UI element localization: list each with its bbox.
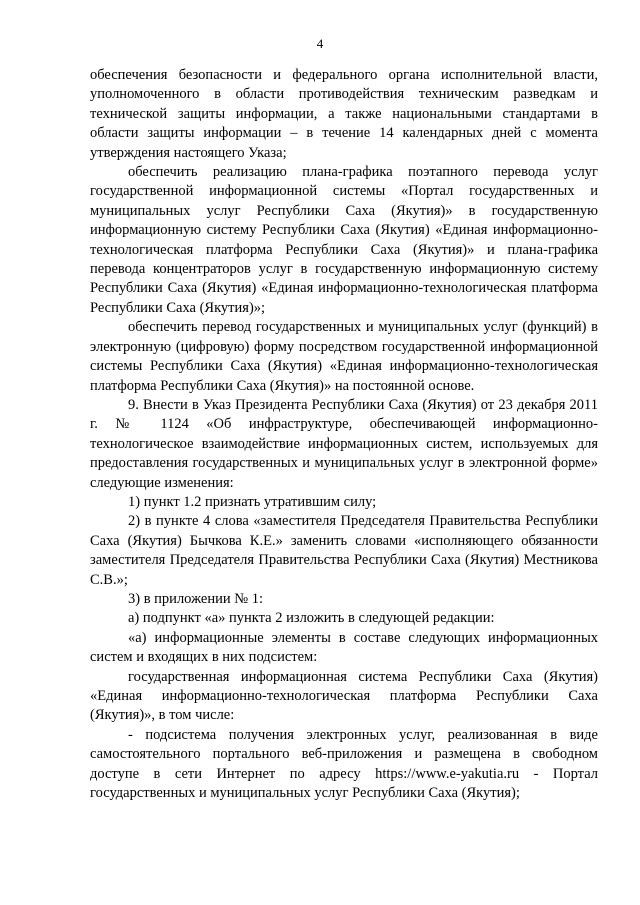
- document-body: [90, 66, 598, 803]
- paragraph: государственная информационная система Республики Саха (Якутия) «Единая информационно-технологическая платформа Республики Саха (Якутия)», в том числе:: [90, 668, 598, 724]
- paragraph: - подсистема получения электронных услуг, реализованная в виде самостоятельного портального веб-приложения и размещена в свободном доступе в сети Интернет по адресу https://www.e-yakutia.ru - Портал государственных и муниципальных услуг Республики Саха (Якутия);: [90, 726, 598, 802]
- paragraph: обеспечить реализацию плана-графика поэтапного перевода услуг государственной информационной системы «Портал государственных и муниципальных услуг Республики Саха (Якутия)» в государственную информационную систему Республики Саха (Якутия) «Единая информационно-технологическая платформа Республики Саха (Якутия)» и плана-графика перевода концентраторов услуг в государственную информационную систему Республики Саха (Якутия) «Единая информационно-технологическая платформа Республики Саха (Якутия)»;: [90, 164, 598, 316]
- paragraph: обеспечения безопасности и федерального органа исполнительной власти, уполномоченного в области противодействия техническим разведкам и технической защиты информации, а также национальными стандартами в области защиты информации – в течение 14 календарных дней с момента утверждения настоящего Указа;: [90, 67, 598, 161]
- paragraph: 3) в приложении № 1:: [128, 590, 263, 607]
- paragraph: 1) пункт 1.2 признать утратившим силу;: [128, 493, 377, 510]
- paragraph: 9. Внести в Указ Президента Республики Саха (Якутия) от 23 декабря 2011 г. № 1124 «Об инфраструктуре, обеспечивающей информационно-технологическое взаимодействие информационных систем, используемых для предоставления государственных и муниципальных услуг в электронной форме» следующие изменения:: [90, 396, 598, 491]
- paragraph: 2) в пункте 4 слова «заместителя Председателя Правительства Республики Саха (Якутия) Бычкова К.Е.» заменить словами «исполняющего обязанности заместителя Председателя Правительства Республики Саха (Якутия) Местникова С.В.»;: [90, 513, 598, 588]
- paragraph: обеспечить перевод государственных и муниципальных услуг (функций) в электронную (цифровую) форму посредством государственной информационной системы Республики Саха (Якутия) «Единая информационно-технологическая платформа Республики Саха (Якутия)» на постоянной основе.: [90, 319, 598, 394]
- paragraph: а) подпункт «а» пункта 2 изложить в следующей редакции:: [128, 610, 495, 627]
- paragraph: «а) информационные элементы в составе следующих информационных систем и входящих в них подсистем:: [90, 629, 598, 666]
- page-number: 4: [316, 36, 324, 51]
